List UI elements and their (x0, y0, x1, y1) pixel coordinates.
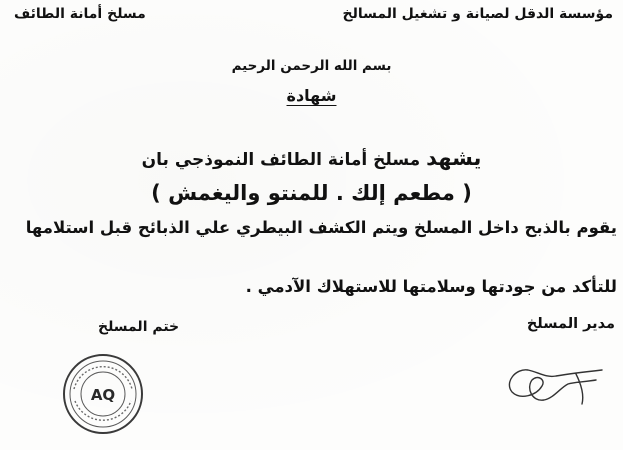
manager-label: مدير المسلخ (526, 316, 615, 332)
slaughterhouse-stamp (62, 353, 144, 435)
organization-name: مؤسسة الدقل لصيانة و تشغيل المسالخ (342, 6, 613, 22)
certificate-line-4: للتأكد من جودتها وسلامتها للاستهلاك الآدمي . (245, 277, 617, 296)
certificate-title-text: شهادة (286, 86, 337, 105)
certificate-line-1-rest: مسلخ أمانة الطائف النموذجي بان (141, 150, 427, 170)
stamp-center-text: AQ (90, 386, 116, 404)
stamp-label: ختم المسلخ (98, 319, 180, 335)
slaughterhouse-name: مسلخ أمانة الطائف (14, 6, 146, 22)
certificate-line-3: يقوم بالذبح داخل المسلخ ويتم الكشف البيطري علي الذبائح قبل استلامها (25, 218, 617, 237)
manager-signature (498, 352, 606, 408)
certificate-line-1 (0, 146, 623, 170)
basmala: بسم الله الرحمن الرحيم (231, 58, 392, 74)
certificate-title (0, 86, 623, 105)
restaurant-name: ( مطعم إلك . للمنتو واليغمش ) (151, 181, 472, 205)
certifies-word: يشهد (426, 146, 482, 170)
